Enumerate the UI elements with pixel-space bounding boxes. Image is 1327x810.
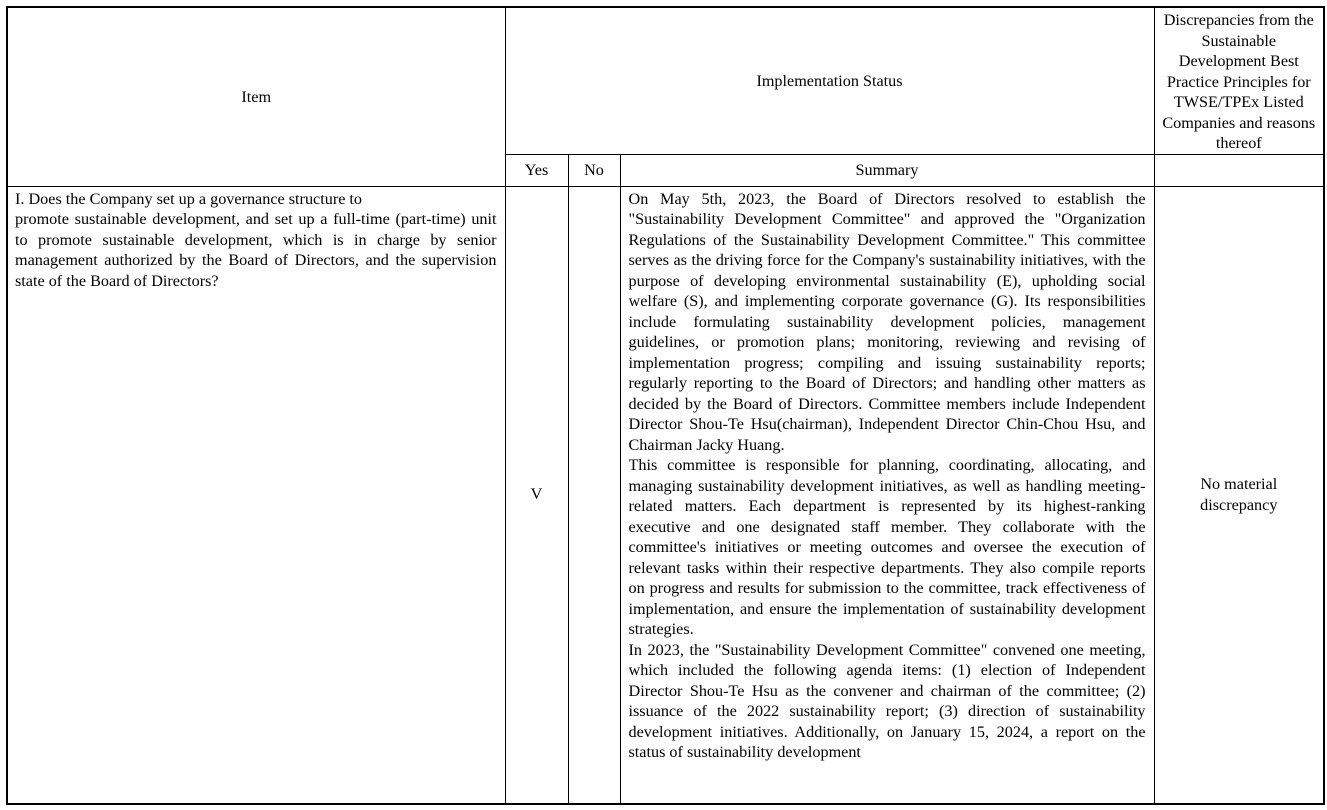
item-question-line1: I. Does the Company set up a governance structure to (15, 189, 363, 208)
header-implementation-status: Implementation Status (505, 7, 1154, 154)
header-item: Item (7, 7, 505, 186)
summary-paragraph-1: On May 5th, 2023, the Board of Directors resolved to establish the "Sustainability Development Committee" and approved the "Organization Regulations of the Sustainability Development Committee." This committee serves as the driving force for the Company's sustainability initiatives, with the purpose of developing environmental sustainability (E), upholding social welfare (S), and implementing corporate governance (G). Its responsibilities include formulating sustainability development policies, management guidelines, or promotion plans; monitoring, reviewing and revising of implementation progress; compiling and issuing sustainability reports; regularly reporting to the Board of Directors; and handling other matters as decided by the Board of Directors. Committee members include Independent Director Shou-Te Hsu(chairman), Independent Director Chin-Chou Hsu, and Chairman Jacky Huang. (628, 189, 1146, 454)
item-question (7, 186, 505, 804)
no-mark (568, 186, 620, 804)
yes-mark: V (505, 186, 568, 804)
sustainability-table (6, 6, 1325, 805)
header-discrepancies: Discrepancies from the Sustainable Development Best Practice Principles for TWSE/TPEx Listed Companies and reasons thereof (1154, 7, 1324, 154)
summary-paragraph-3: In 2023, the "Sustainability Development Committee" convened one meeting, which included the following agenda items: (1) election of Independent Director Shou-Te Hsu as the convener and chairman of the committee; (2) issuance of the 2022 sustainability report; (3) direction of sustainability development initiatives. Additionally, on January 15, 2024, a report on the status of sustainability development (628, 640, 1146, 761)
summary-paragraph-2: This committee is responsible for planning, coordinating, allocating, and managing sustainability development initiatives, as well as handling meeting-related matters. Each department is represented by its highest-ranking executive and one designated staff member. They collaborate with the committee's initiatives or meeting outcomes and oversee the execution of relevant tasks within their respective departments. They also compile reports on progress and results for submission to the committee, track effectiveness of implementation, and ensure the implementation of sustainability development strategies. (628, 456, 1146, 638)
summary-cell (620, 186, 1154, 804)
discrepancy-cell: No material discrepancy (1154, 186, 1324, 804)
header-summary: Summary (620, 154, 1154, 186)
header-yes: Yes (505, 154, 568, 186)
header-no: No (568, 154, 620, 186)
table-row (7, 186, 1324, 804)
header-discrepancy-blank (1154, 154, 1324, 186)
item-question-rest: promote sustainable development, and set up a full-time (part-time) unit to promote sustainable development, which is in charge by senior management authorized by the Board of Directors, and the supervision state of the Board of Directors? (15, 210, 497, 290)
